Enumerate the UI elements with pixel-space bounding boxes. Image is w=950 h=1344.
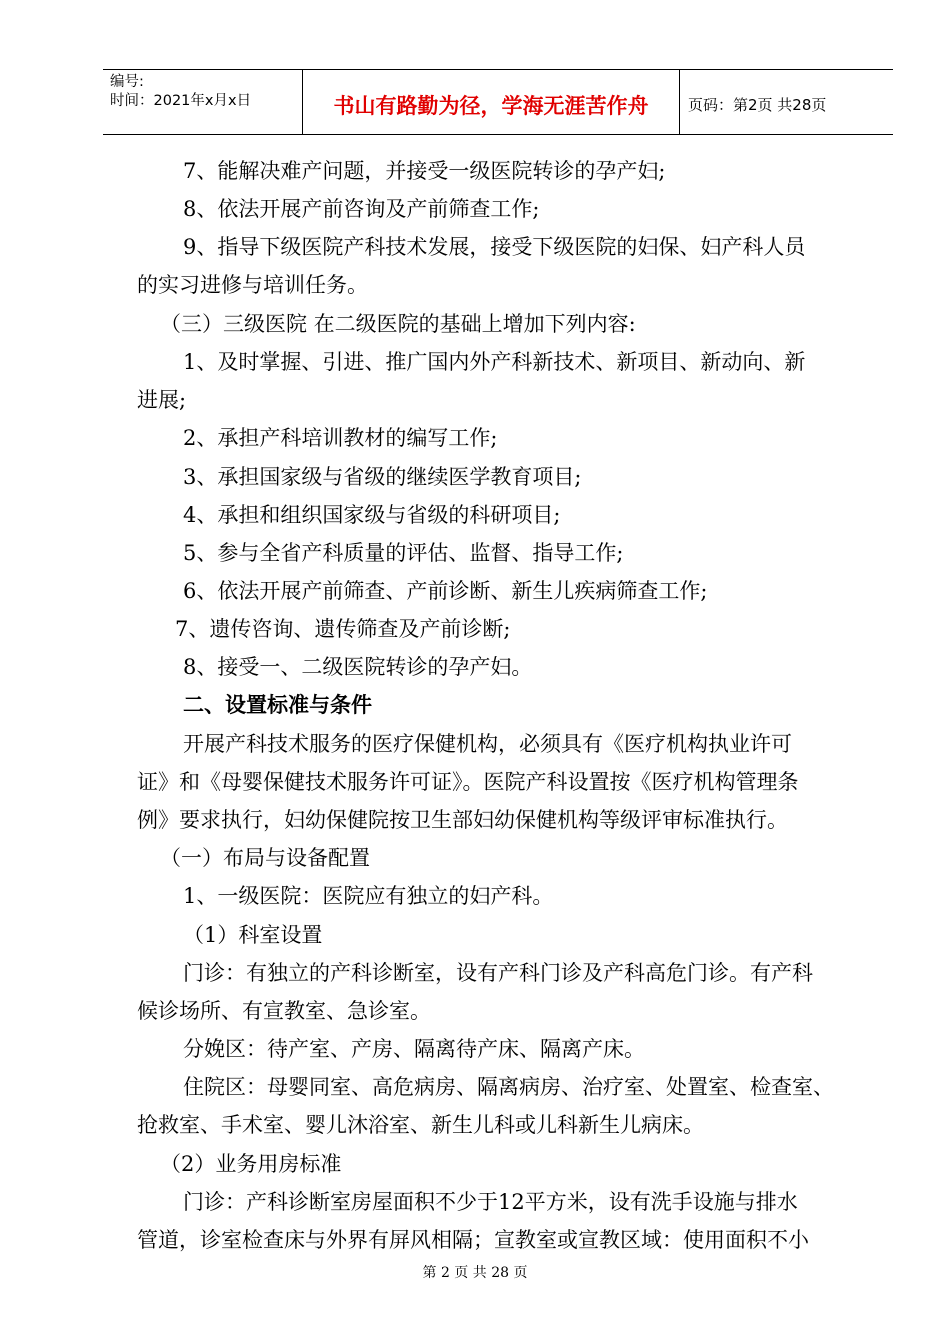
- body-line: 例》要求执行，妇幼保健院按卫生部妇幼保健机构等级评审标准执行。: [137, 808, 788, 832]
- page-footer: 第 2 页 共 28 页: [422, 1265, 528, 1281]
- header-page-cell: [680, 70, 893, 134]
- body-line: 门诊：产科诊断室房屋面积不少于12平方米，设有洗手设施与排水: [183, 1190, 798, 1214]
- body-line: 8、接受一、二级医院转诊的孕产妇。: [183, 655, 533, 679]
- body-line: 门诊：有独立的产科诊断室，设有产科门诊及产科高危门诊。有产科: [183, 961, 813, 985]
- body-line: （三）三级医院 在二级医院的基础上增加下列内容:: [160, 312, 636, 336]
- body-line: 管道，诊室检查床与外界有屏风相隔；宣教室或宣教区域：使用面积不小: [137, 1228, 809, 1252]
- body-line: 8、依法开展产前咨询及产前筛查工作;: [183, 197, 540, 221]
- body-line: 开展产科技术服务的医疗保健机构，必须具有《医疗机构执业许可: [183, 732, 792, 756]
- body-line: 抢救室、手术室、婴儿沐浴室、新生儿科或儿科新生儿病床。: [137, 1113, 704, 1137]
- body-line: 3、承担国家级与省级的继续医学教育项目;: [183, 465, 582, 489]
- body-line: 证》和《母婴保健技术服务许可证》。医院产科设置按《医疗机构管理条: [137, 770, 799, 794]
- body-line: 5、参与全省产科质量的评估、监督、指导工作;: [183, 541, 624, 565]
- header-motto-cell: [303, 70, 680, 134]
- body-line: 候诊场所、有宣教室、急诊室。: [137, 999, 431, 1023]
- body-line: （1）科室设置: [183, 923, 323, 947]
- body-line: 1、及时掌握、引进、推广国内外产科新技术、新项目、新动向、新: [183, 350, 806, 374]
- body-line: 进展;: [137, 388, 187, 412]
- body-line: 9、指导下级医院产科技术发展，接受下级医院的妇保、妇产科人员: [183, 235, 806, 259]
- document-number-label: 编号:: [110, 74, 144, 90]
- document-time-label: 时间：2021年x月x日: [110, 93, 252, 109]
- body-line: 7、能解决难产问题，并接受一级医院转诊的孕产妇;: [183, 159, 666, 183]
- header-info-cell: [103, 70, 303, 134]
- section-heading: 二、设置标准与条件: [183, 693, 372, 717]
- body-line: 住院区：母婴同室、高危病房、隔离病房、治疗室、处置室、检查室、: [183, 1075, 834, 1099]
- body-line: 6、依法开展产前筛查、产前诊断、新生儿疾病筛查工作;: [183, 579, 708, 603]
- body-line: 7、遗传咨询、遗传筛查及产前诊断;: [175, 617, 511, 641]
- body-line: （2）业务用房标准: [160, 1152, 342, 1176]
- header-motto: 书山有路勤为径，学海无涯苦作舟: [333, 94, 649, 118]
- body-line: 4、承担和组织国家级与省级的科研项目;: [183, 503, 561, 527]
- header-table: [103, 69, 893, 135]
- subsection-heading: （一）布局与设备配置: [160, 846, 370, 870]
- body-line: 1、一级医院：医院应有独立的妇产科。: [183, 884, 554, 908]
- body-line: 2、承担产科培训教材的编写工作;: [183, 426, 498, 450]
- header-page-number: 页码：第2页 共28页: [688, 96, 827, 114]
- body-line: 分娩区：待产室、产房、隔离待产床、隔离产床。: [183, 1037, 645, 1061]
- body-line: 的实习进修与培训任务。: [137, 273, 368, 297]
